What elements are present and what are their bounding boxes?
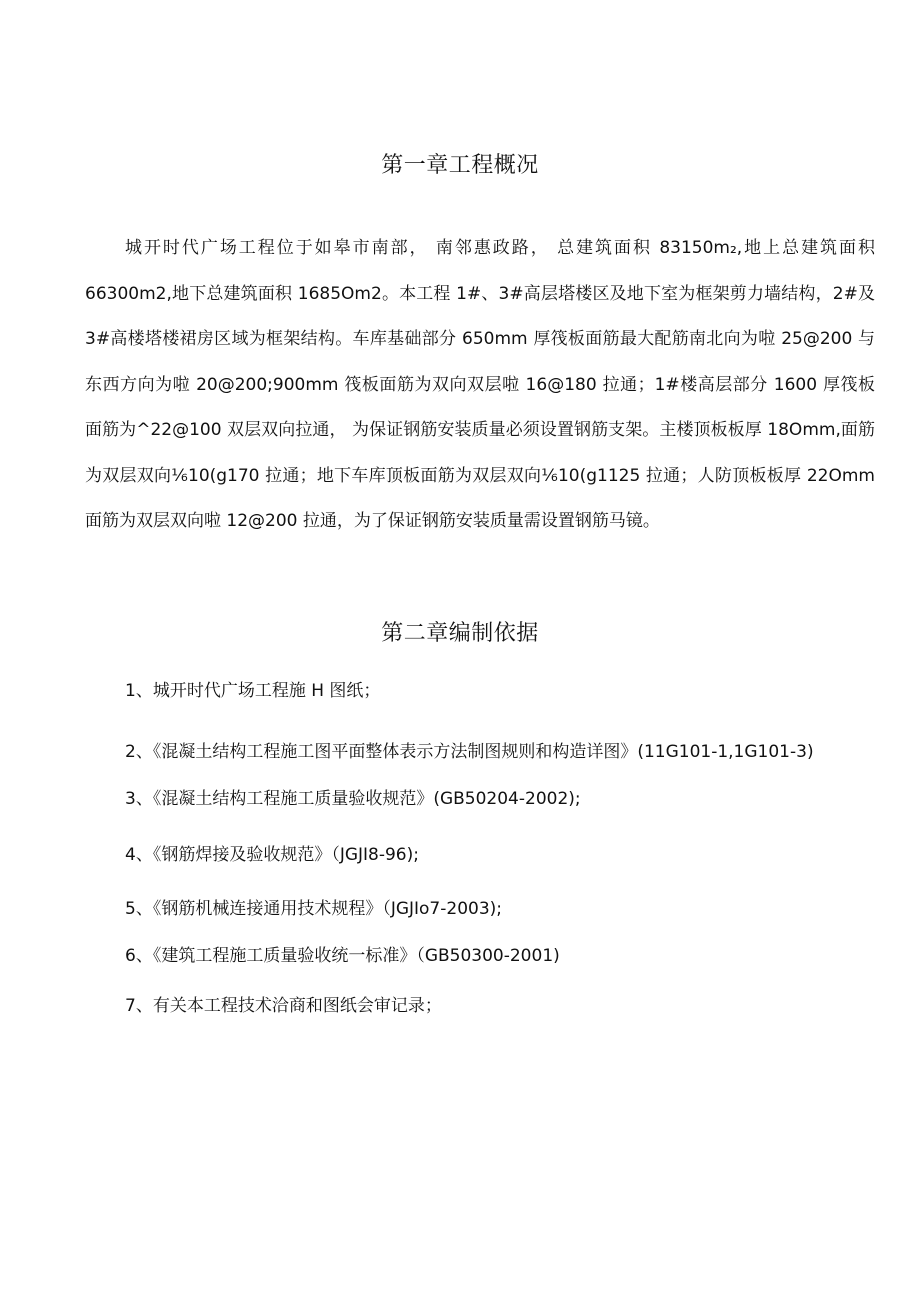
- chapter2-title: 第二章编制依据: [381, 621, 539, 646]
- reference-item: 1、城开时代广场工程施 H 图纸；: [125, 681, 381, 701]
- chapter1-paragraph: [85, 226, 875, 545]
- reference-item: 7、有关本工程技术洽商和图纸会审记录；: [125, 996, 442, 1016]
- reference-item: 3、《混凝土结构工程施工质量验收规范》(GB50204-2002);: [125, 789, 581, 809]
- chapter1-body: 城开时代广场工程位于如皋市南部， 南邻惠政路， 总建筑面积 83150m₂,地上总建筑面积 66300m2,地下总建筑面积 1685Om2。本工程 1#、3#高层塔楼区及地下室为框架剪力墙结构，2#及 3#高楼塔楼裙房区域为框架结构。车库基础部分 650mm 厚筏板面筋最大配筋南北向为啦 25@200 与东西方向为啦 20@200;900mm 筏板面筋为双向双层啦 16@180 拉通；1#楼高层部分 1600 厚筏板面筋为^22@100 双层双向拉通， 为保证钢筋安装质量必须设置钢筋支架。主楼顶板板厚 18Omm,面筋为双层双向⅙10(g170 拉通；地下车库顶板面筋为双层双向⅙10(g1125 拉通；人防顶板板厚 22Omm 面筋为双层双向啦 12@200 拉通，为了保证钢筋安装质量需设置钢筋马镜。: [85, 238, 875, 531]
- reference-item: 4、《钢筋焊接及验收规范》（JGJI8-96);: [125, 845, 419, 865]
- reference-item: 2、《混凝土结构工程施工图平面整体表示方法制图规则和构造详图》(11G101-1,1G101-3): [125, 742, 814, 762]
- reference-item: 5、《钢筋机械连接通用技术规程》（JGJIo7-2003);: [125, 899, 503, 919]
- reference-item: 6、《建筑工程施工质量验收统一标准》（GB50300-2001): [125, 946, 560, 966]
- chapter1-title: 第一章工程概况: [381, 153, 539, 178]
